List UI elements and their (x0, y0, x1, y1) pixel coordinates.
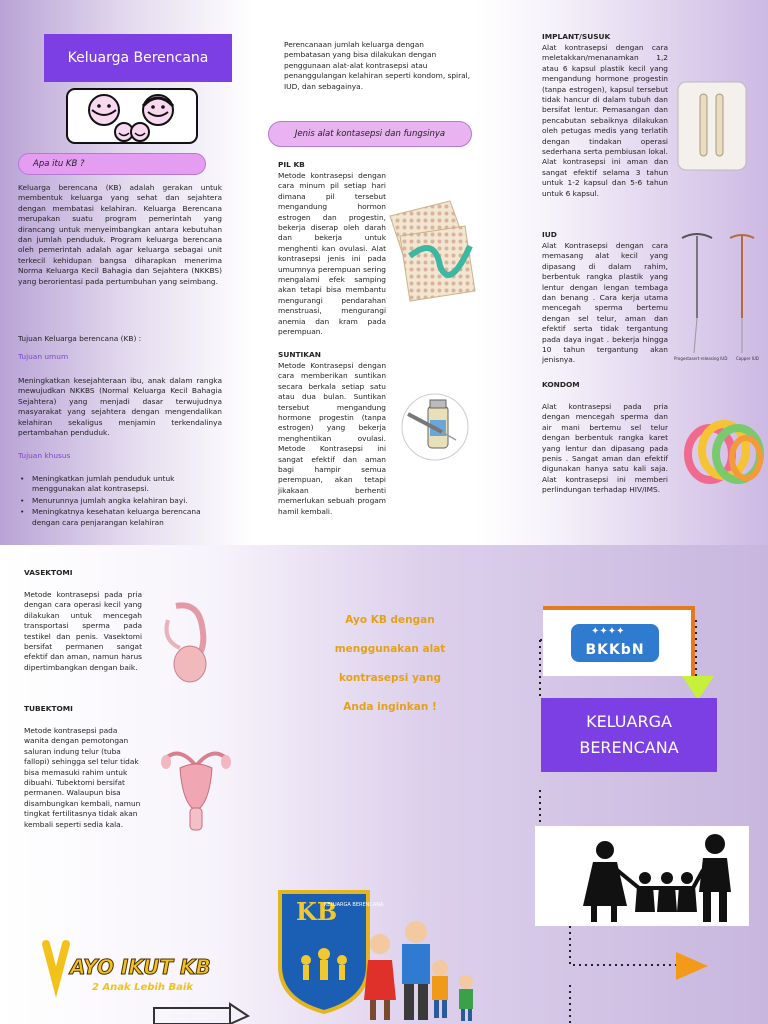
slogan-line: menggunakan alat (334, 643, 446, 655)
dotted-connector (520, 620, 760, 1024)
slogan (300, 606, 480, 722)
page-title: Keluarga Berencana (44, 34, 232, 82)
cartoon-family-image (358, 910, 490, 1024)
suntikan-title: SUNTIKAN (278, 350, 321, 359)
ayo-ikut-kb-logo (40, 936, 236, 1000)
iud-image (672, 228, 762, 358)
injection-image (402, 392, 468, 462)
tujuan-umum-label: Tujuan umum (18, 352, 69, 361)
implant-text: Alat kontrasepsi dengan cara meletakkan/menanamkan 1,2 atau 6 kapsul plastik kecil yang mengandung hormone progestin (tanpa estrogen), kapsul tersebut tidak hancur di dalam tubuh dan bersifat lentur. Pemasangan dan pencabutan sebaiknya dilakukan oleh petugas medis yang terlatih dengan tindakan operasi sederhana serta pembiusan lokal. Alat kontrasepsi ini aman dan sangat efektif selama 3 tahun untuk 1-2 kapsul dan 5-6 tahun untuk 6 kapsul. (542, 43, 668, 198)
keluarga-berencana-box (541, 698, 717, 772)
people-icon: ✦✦✦✦ (591, 626, 625, 637)
ayo-ikut-kb-subtext: 2 Anak Lebih Baik (92, 982, 193, 993)
bkkbn-logo (543, 606, 695, 676)
tubektomi-title: TUBEKTOMI (24, 704, 73, 713)
tujuan-umum-text: Meningkatkan kesejahteraan ibu, anak dalam rangka mewujudkan NKKBS (Normal Keluarga Kecil Bahagia Sejahtera) yang menjadi dasar terwujudnya masyarakat yang sejahtera dengan mengendalikan kelahiran sekaligus menjamin terkendalinya pertambahan penduduk. (18, 376, 222, 438)
jenis-kontrasepsi-label: Jenis alat kontasepsi dan fungsinya (268, 121, 472, 147)
iud-caption-left: Progestasert-releasing IUD (674, 356, 728, 361)
iud-caption-right: Copper IUD (736, 356, 759, 361)
pil-kb-title: PIL KB (278, 160, 305, 169)
kb-box-line: BERENCANA (579, 738, 679, 757)
kondom-text: Alat kontrasepsi pada pria dengan mencegah sperma dan air mani bertemu sel telur dengan berbentuk rangka karet yang lentur dan dipasang pada penis . Sangat aman dan efektif digunakan hanya satu kali saja. Alat kontrasepsi ini memberi perlindungan terhadap HIV/IMS. (542, 402, 668, 495)
pill-pack-image (380, 196, 480, 306)
slogan-line: Anda inginkan ! (343, 701, 437, 713)
suntikan-text: Metode Kontrasepsi dengan cara memberikan suntikan secara berkala setiap satu atau dua bulan. Suntikan tersebut mengandung hormone progestin (tanpa estrogen) yang bekerja menghentikan ovulasi. Metode Kontrasepsi ini sangat efektif dan aman bagi hampir semua perempuan, akan tetapi jikakaan berhenti memerlukan sebuah progam hamil kembali. (278, 361, 386, 516)
emblem-caption: KELUARGA BERENCANA (324, 902, 384, 908)
pil-kb-text: Metode kontrasepsi dengan cara minum pil setiap hari dimana pil tersebut mengandung hormon estrogen dan progestin, bekerja diserap oleh darah dan bekerja untuk menghenti kan ovulasi. Alat kontrasepsi jenis ini pada umumnya perempuan sering mengalami efek samping akan tetapi bisa membantu mengurangi pendarahan menstruasi, mengurangi anemia dan kram pada perempuan. (278, 171, 386, 337)
family-silhouette (535, 826, 749, 926)
condom-image (684, 416, 764, 486)
tujuan-khusus-list (18, 474, 222, 529)
implant-title: IMPLANT/SUSUK (542, 32, 611, 41)
family-faces-illustration (66, 88, 198, 144)
intro-paragraph: Perencanaan jumlah keluarga dengan pembatasan yang bisa dilakukan dengan penggunaan alat-alat kontrasepsi atau penanggulangan kelahiran seperti kondom, spiral, IUD, dan sebagainya. (284, 40, 471, 91)
list-item: • Meningkatkan jumlah penduduk untuk menggunakan alat kontrasepsi. (18, 474, 222, 495)
tubektomi-text: Metode kontrasepsi pada wanita dengan pemotongan saluran indung telur (tuba fallopi) sehingga sel telur tidak bisa memasuki rahim untuk dibuahi. Tubektomi bersifat permanen. Walaupun bisa disambungkan kembali, namun tingkat fertilitasnya tidak akan kembali seperti sedia kala. (24, 726, 141, 829)
tujuan-heading: Tujuan Keluarga berencana (KB) : (18, 334, 142, 343)
female-anatomy-image (160, 738, 232, 834)
implant-capsule-image (676, 80, 748, 172)
kondom-title: KONDOM (542, 380, 580, 389)
apa-itu-kb-text: Keluarga berencana (KB) adalah gerakan untuk membentuk keluarga yang sehat dan sejahtera dengan membatasi kelahiran. Keluarga Berencana merupakan suatu program pemerintah yang dirancang untuk menyeimbangkan antara kebutuhan dan jumlah penduduk. Program keluarga berencana oleh pemerintah adalah agar keluarga sebagai unit terkecil kehidupan bangsa diharapkan menerima Norma Keluarga Kecil Bahagia dan Sejahtera (NKKBS) yang berorientasi pada pertumbuhan yang seimbang. (18, 183, 222, 286)
slogan-line: Ayo KB dengan (345, 614, 435, 626)
list-item: • Menurunnya jumlah angka kelahiran bayi. (18, 496, 222, 506)
next-arrow-icon (152, 1004, 250, 1024)
vasektomi-title: VASEKTOMI (24, 568, 73, 577)
vasektomi-text: Metode kontrasepsi pada pria dengan cara operasi kecil yang dilakukan untuk mencegah transportasi sperma pada testikel dan penis. Vasektomi bersifat permanen sangat efektif dan aman, namun harus dipertimbangkan dengan baik. (24, 590, 142, 672)
iud-title: IUD (542, 230, 557, 239)
apa-itu-kb-label: Apa itu KB ? (18, 153, 206, 175)
bkkbn-logo-text: BKKbN (585, 642, 645, 658)
triangle-down-icon (682, 676, 714, 700)
ayo-ikut-kb-text: AYO IKUT KB (70, 955, 211, 979)
kb-box-line: KELUARGA (586, 712, 672, 731)
tujuan-khusus-label: Tujuan khusus (18, 451, 71, 460)
arrow-right-icon (676, 952, 708, 980)
list-item: • Meningkatnya kesehatan keluarga berencana dengan cara penjarangan kelahiran (18, 507, 222, 528)
male-anatomy-image (156, 600, 216, 686)
slogan-line: kontrasepsi yang (339, 672, 441, 684)
emblem-letters: KB (296, 897, 338, 926)
iud-text: Alat Kontrasepsi dengan cara memasang alat kecil yang dipasang di dalam rahim, berbentuk rangka plastik yang lentur dengan lengan tembaga dan benang . Cara kerja utama mencegah sperma bertemu dengan sel telur, aman dan efektif serta tidak tergantung pada daya ingat . bekerja hingga 10 tahun tergantung akan jenisnya. (542, 241, 668, 365)
